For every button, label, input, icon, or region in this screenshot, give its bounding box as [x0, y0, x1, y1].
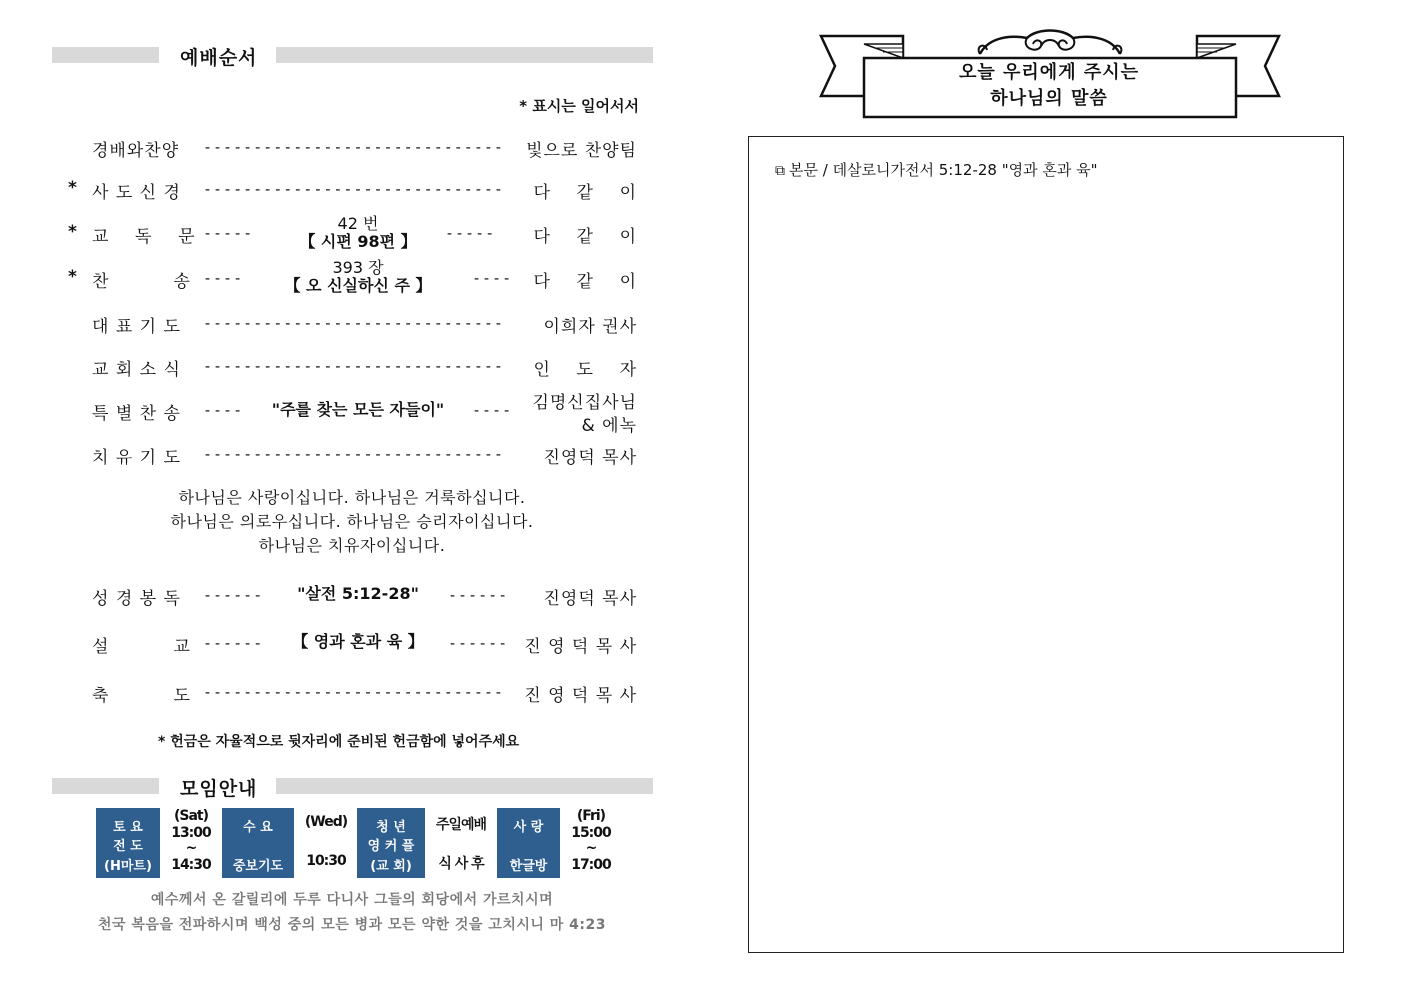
section-bar-right	[276, 778, 653, 794]
offering-note: * 헌금은 자율적으로 뒷자리에 준비된 헌금함에 넣어주세요	[158, 734, 520, 750]
dash-line: ------------------------------	[203, 180, 504, 198]
dash-line: -----	[445, 224, 496, 242]
dash-line: ----	[203, 401, 243, 419]
row-leader: 진 영 덕 목 사	[524, 637, 637, 657]
confession	[52, 486, 652, 558]
worship-title: 예배순서	[180, 47, 258, 69]
reading-number: 42 번	[337, 214, 379, 233]
time-line: 14:30	[171, 857, 211, 873]
hymn-title-text: 【 오 신실하신 주 】	[284, 276, 432, 295]
dash-line: ------	[203, 634, 264, 652]
confession-line: 하나님은 치유자이십니다.	[258, 536, 446, 555]
row-label: 찬 송	[92, 272, 191, 292]
special-song-title	[248, 400, 468, 419]
row-label: 축 도	[92, 686, 191, 706]
meeting-box-line: (H마트)	[104, 859, 152, 874]
meeting-box-line: 영 커 플	[367, 839, 415, 854]
dash-line: ------	[203, 586, 264, 604]
section-bar-right	[276, 47, 653, 63]
banner-title	[864, 60, 1234, 112]
meetings-title: 모임안내	[180, 778, 258, 800]
dash-line: ----	[472, 269, 512, 287]
row-label: 교 회 소 식	[92, 360, 181, 380]
meeting-box-line: 수 요	[243, 820, 273, 835]
dash-line: ----	[472, 401, 512, 419]
dash-line: ------------------------------	[203, 445, 504, 463]
meeting-box-line: 중보기도	[232, 859, 284, 874]
meeting-box-line: 토 요	[113, 820, 143, 835]
time-line	[298, 831, 354, 842]
dash-line: ------------------------------	[203, 314, 504, 332]
time-line	[428, 842, 494, 853]
row-label: 특 별 찬 송	[92, 404, 181, 424]
dash-line: ------	[448, 634, 509, 652]
meeting-box-youth	[357, 808, 425, 878]
row-leader: 이희자 권사	[543, 317, 637, 337]
meeting-time-youth	[428, 814, 494, 870]
time-line: ~	[585, 840, 597, 856]
hymn-title	[258, 276, 458, 295]
section-bar-left	[52, 778, 159, 794]
sermon-reference	[775, 159, 1098, 180]
meeting-box-line: 전 도	[113, 839, 143, 854]
row-label: 사 도 신 경	[92, 183, 181, 203]
meeting-time-wednesday	[298, 814, 354, 870]
time-line: 식 사 후	[438, 856, 484, 872]
row-leader: 다 같 이	[533, 183, 637, 203]
time-line: (Wed)	[304, 814, 348, 830]
banner-line: 하나님의 말씀	[990, 88, 1108, 109]
time-line: 13:00	[171, 825, 211, 841]
verse-line: 예수께서 온 갈릴리에 두루 다니사 그들의 회당에서 가르치시며	[150, 892, 554, 908]
dash-line: ------------------------------	[203, 683, 504, 701]
time-line: 10:30	[306, 853, 346, 869]
stand-note: * 표시는 일어서서	[519, 97, 639, 115]
dash-line: -----	[203, 224, 254, 242]
row-label: 대 표 기 도	[92, 317, 181, 337]
reading-title	[278, 232, 438, 251]
time-line: 17:00	[571, 857, 611, 873]
sermon-title	[278, 632, 438, 651]
row-leader-top: 김명신집사님	[532, 393, 637, 413]
scripture-reference	[278, 584, 438, 603]
section-bar-left	[52, 47, 159, 63]
row-leader-bottom: & 에녹	[581, 416, 637, 436]
confession-line: 하나님은 의로우십니다. 하나님은 승리자이십니다.	[170, 512, 534, 531]
meeting-box-line: 청 년	[376, 820, 406, 835]
row-leader: 진 영 덕 목 사	[524, 686, 637, 706]
row-label: 성 경 봉 독	[92, 589, 181, 609]
bible-verse	[52, 888, 652, 938]
confession-line: 하나님은 사랑이십니다. 하나님은 거룩하십니다.	[178, 488, 526, 507]
meeting-box-line: 사 랑	[513, 820, 544, 835]
dash-line: ------	[448, 586, 509, 604]
meeting-box-line: (교 회)	[370, 859, 412, 874]
time-line: (Fri)	[576, 808, 606, 824]
sermon-reference-text: 본문 / 데살로니가전서 5:12-28 "영과 혼과 육"	[789, 161, 1098, 179]
meeting-box-friday	[497, 808, 560, 878]
meeting-box-wednesday	[222, 808, 294, 878]
row-label: 교 독 문	[92, 227, 196, 247]
time-line: (Sat)	[173, 808, 209, 824]
row-leader: 진영덕 목사	[543, 448, 637, 468]
meeting-box-saturday	[96, 808, 160, 878]
row-label: 경배와찬양	[92, 141, 180, 161]
meeting-box-line: 한글방	[509, 859, 548, 874]
time-line: 15:00	[571, 825, 611, 841]
hymn-number: 393 장	[332, 258, 384, 277]
time-line: ~	[185, 840, 197, 856]
scripture-text: "살전 5:12-28"	[297, 584, 419, 603]
copy-icon: ⧉	[775, 163, 785, 179]
verse-line: 천국 복음을 전파하시며 백성 중의 모든 병과 모든 약한 것을 고치시니 마 4:23	[97, 917, 606, 933]
stand-star: *	[68, 222, 77, 242]
row-leader: 인 도 자	[533, 360, 637, 380]
banner-line: 오늘 우리에게 주시는	[958, 62, 1140, 83]
row-leader: 다 같 이	[533, 227, 637, 247]
row-leader: 진영덕 목사	[543, 589, 637, 609]
stand-star: *	[68, 178, 77, 198]
dash-line: ------------------------------	[203, 357, 504, 375]
time-line: 주일예배	[435, 817, 487, 833]
row-label: 치 유 기 도	[92, 448, 181, 468]
time-line	[298, 842, 354, 853]
reading-title-text: 【 시편 98편 】	[299, 232, 417, 251]
dash-line: ------------------------------	[203, 138, 504, 156]
row-label: 설 교	[92, 637, 191, 657]
stand-star: *	[68, 267, 77, 287]
dash-line: ----	[203, 269, 243, 287]
sermon-title-text: 【 영과 혼과 육 】	[292, 632, 424, 651]
special-song-text: "주를 찾는 모든 자들이"	[271, 400, 445, 419]
sermon-notes-box	[748, 136, 1344, 953]
meeting-time-saturday	[164, 808, 218, 874]
row-leader: 다 같 이	[533, 272, 637, 292]
row-leader: 빛으로 찬양팀	[526, 141, 637, 161]
meeting-time-friday	[563, 808, 619, 874]
